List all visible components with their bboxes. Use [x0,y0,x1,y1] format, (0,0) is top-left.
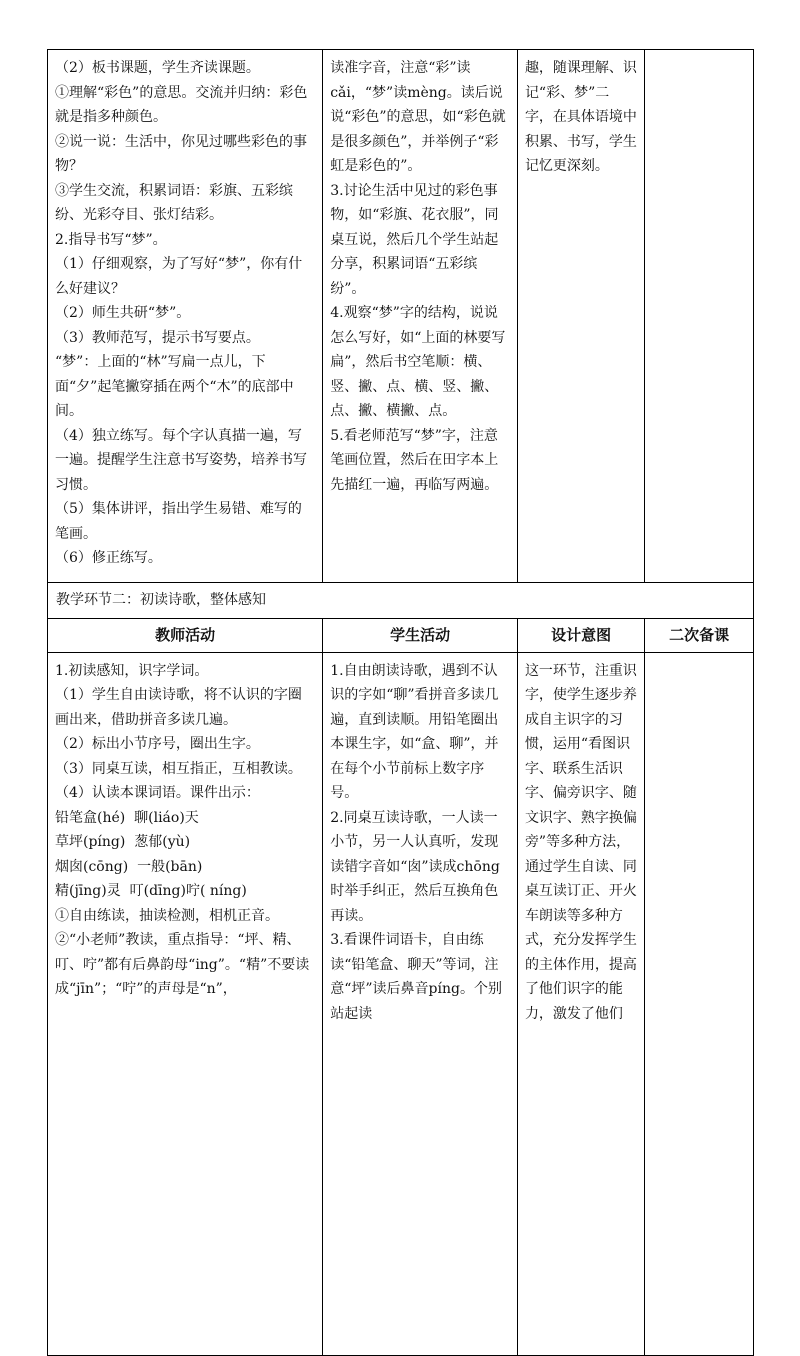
paragraph: ②说一说：生活中，你见过哪些彩色的事物？ [55,133,307,174]
paragraph: （2）板书课题，学生齐读课题。 [55,60,260,76]
paragraph: 精(jīng)灵 叮(dīng)咛( níng) [55,883,247,899]
paragraph: ①自由练读，抽读检测，相机正音。 [55,907,279,924]
paragraph: 1.自由朗读诗歌，遇到不认识的字如“聊”看拼音多读几遍，直到读顺。用铅笔圈出本课生字，如“盒、聊”，并在每个小节前标上数字序号。 [330,662,499,801]
design-intent-text: 趣，随课理解、识记“彩、梦”二字，在具体语境中积累、书写，学生记忆更深刻。 [524,60,637,174]
section-title: 教学环节二：初读诗歌，整体感知 [48,583,754,619]
paragraph: 3.看课件词语卡，自由练读“铅笔盒、聊天”等词，注意“坪”读后鼻音píng。个别站起读 [330,932,502,1022]
table-row [48,652,754,1355]
paragraph: （1）学生自由读诗歌，将不认识的字圈画出来，借助拼音多读几遍。 [55,687,302,728]
teacher-activity-cell [48,50,323,583]
header-design-intent: 设计意图 [517,618,644,652]
paragraph: 2.同桌互读诗歌，一人读一小节，另一人认真听，发现读错字音如“囱”读成chōng时举手纠正，然后互换角色再读。 [330,809,500,924]
header-second-prep: 二次备课 [645,618,754,652]
teacher-activity-cell [48,652,323,1355]
second-prep-cell [645,50,754,583]
paragraph: “梦”：上面的“林”写扁一点儿，下面“夕”起笔撇穿插在两个“木”的底部中间。 [55,354,294,419]
student-activity-text [330,659,510,1027]
paragraph: ③学生交流，积累词语：彩旗、五彩缤纷、光彩夺目、张灯结彩。 [55,182,293,223]
paragraph: ②“小老师”教读，重点指导：“坪、精、叮、咛”都有后鼻韵母“ing”。“精”不要读成“jīn”；“咛”的声母是“n”， [55,932,310,997]
paragraph: 铅笔盒(hé) 聊(liáo)天 [55,809,199,826]
student-activity-cell [323,652,518,1355]
header-teacher-activity: 教师活动 [48,618,323,652]
paragraph: 烟囱(cōng) 一般(bān) [55,858,203,875]
table-header-row [48,618,754,652]
paragraph: 2.指导书写“梦”。 [55,231,167,248]
design-intent-cell [517,50,644,583]
paragraph: （3）同桌互读，相互指正，互相教读。 [55,760,302,777]
paragraph: （1）仔细观察，为了写好“梦”，你有什么好建议？ [55,256,303,297]
second-prep-cell [645,652,754,1355]
paragraph: （3）教师范写，提示书写要点。 [55,329,260,346]
paragraph: 5.看老师范写“梦”字，注意笔画位置，然后在田字本上先描红一遍，再临写两遍。 [330,427,499,493]
paragraph: 1.初读感知，识字学词。 [55,662,209,679]
paragraph: （6）修正练写。 [55,550,162,566]
table-row [48,50,754,583]
paragraph: （4）认读本课词语。课件出示： [55,785,260,801]
paragraph: （2）师生共研“梦”。 [55,305,191,321]
paragraph: 3.讨论生活中见过的彩色事物，如“彩旗、花衣服”，同桌互说，然后几个学生站起分享，积累词语“五彩缤纷”。 [330,182,499,297]
paragraph: 4.观察“梦”字的结构，说说怎么写好，如“上面的林要写扁”，然后书空笔顺：横、竖、撇、点、横、竖、撇、点、撇、横撇、点。 [330,305,506,419]
paragraph: （2）标出小节序号，圈出生字。 [55,736,260,752]
teacher-activity-text [55,659,315,1002]
lesson-plan-table [47,49,754,1356]
section-title-row [48,583,754,619]
header-student-activity: 学生活动 [323,618,518,652]
paragraph: 读准字音，注意“彩”读cǎi，“梦”读mèng。读后说说“彩色”的意思，如“彩色就是很多颜色”，并举例子“彩虹是彩色的”。 [330,60,506,174]
paragraph: 草坪(píng) 葱郁(yù) [55,834,191,850]
design-intent-text: 这一环节，注重识字，使学生逐步养成自主识字的习惯，运用“看图识字、联系生活识字、偏旁识字、随文识字、熟字换偏旁”等多种方法，通过学生自读、同桌互读订正、开火车朗读等多种方式，充分发挥学生的主体作用，提高了他们识字的能力，激发了他们 [524,662,637,1022]
design-intent-cell [517,652,644,1355]
paragraph: （5）集体讲评，指出学生易错、难写的笔画。 [55,501,302,542]
student-activity-cell [323,50,518,583]
student-activity-text [330,56,510,497]
paragraph: （4）独立练写。每个字认真描一遍，写一遍。提醒学生注意书写姿势，培养书写习惯。 [55,427,307,493]
teacher-activity-text [55,56,315,571]
paragraph: ①理解“彩色”的意思。交流并归纳：彩色就是指多种颜色。 [55,84,308,125]
